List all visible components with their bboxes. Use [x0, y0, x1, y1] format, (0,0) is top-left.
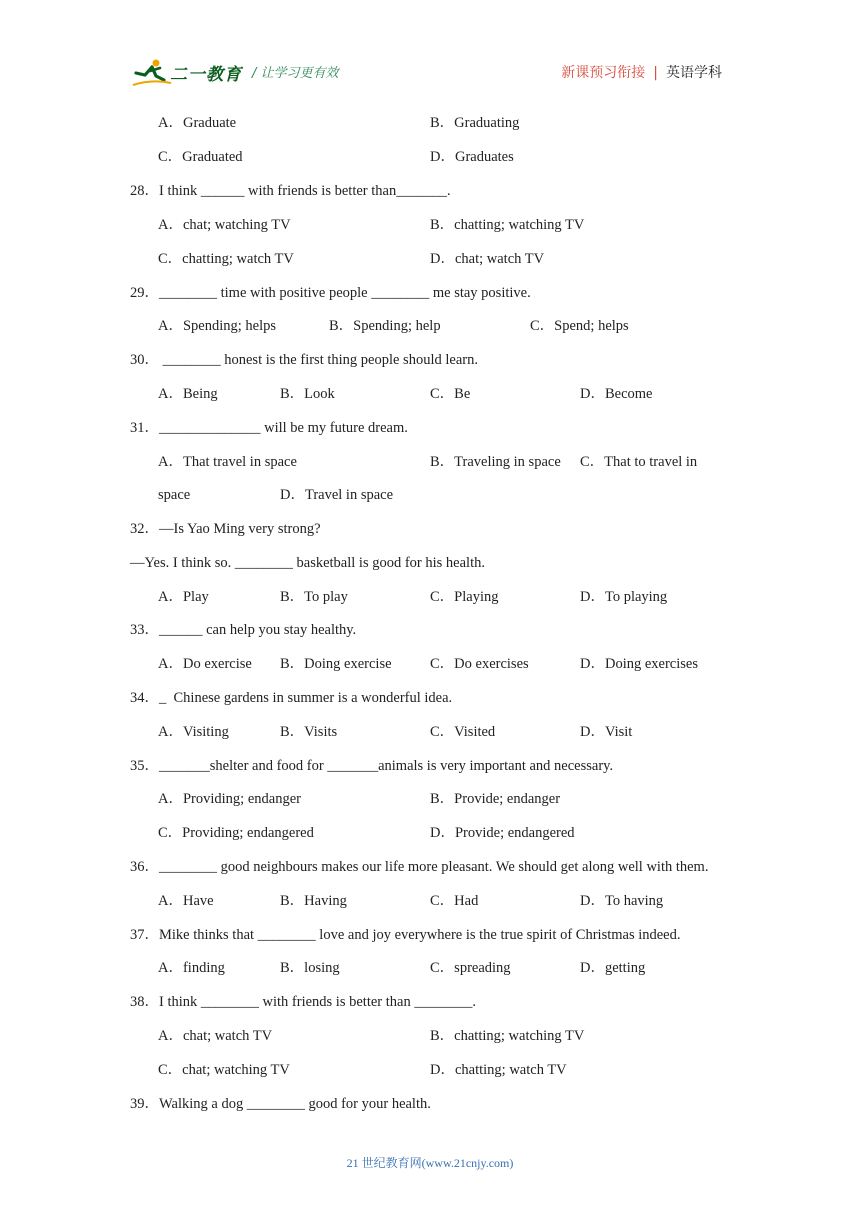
footer: 21 世纪教育网(www.21cnjy.com) [346, 1156, 514, 1170]
q28-stem: 28．I think ______ with friends is better than_______. [130, 183, 451, 199]
q35-option-d: D．Provide; endangered [430, 825, 575, 841]
q31-option-b: B．Traveling in space [430, 454, 561, 470]
q37-option-a: A．finding [158, 960, 225, 976]
q35-option-c: C．Providing; endangered [158, 825, 314, 841]
q32-option-d: D．To playing [580, 589, 668, 605]
q30-option-b: B．Look [280, 386, 335, 402]
q31-option-c-cont: space [158, 487, 191, 503]
q32-stem: 32．—Is Yao Ming very strong? [130, 521, 321, 537]
q34-option-b: B．Visits [280, 724, 338, 740]
q28-option-b: B．chatting; watching TV [430, 217, 585, 233]
q37-option-d: D．getting [580, 960, 646, 976]
q36-stem: 36．________ good neighbours makes our life more pleasant. We should get along well with them. [130, 859, 709, 875]
q30-option-d: D．Become [580, 386, 653, 402]
q38-option-b: B．chatting; watching TV [430, 1028, 585, 1044]
runner-icon [132, 58, 172, 88]
q33-option-d: D．Doing exercises [580, 656, 698, 672]
q27-option-d: D．Graduates [430, 149, 514, 165]
q35-option-b: B．Provide; endanger [430, 791, 561, 807]
q29-option-b: B．Spending; help [329, 318, 441, 334]
q37-option-c: C．spreading [430, 960, 511, 976]
q28-option-a: A．chat; watching TV [158, 217, 291, 233]
q39-stem: 39．Walking a dog ________ good for your health. [130, 1096, 431, 1112]
q29-stem: 29．________ time with positive people ________ me stay positive. [130, 285, 531, 301]
logo [132, 58, 244, 88]
q37-stem: 37．Mike thinks that ________ love and joy everywhere is the true spirit of Christmas indeed. [130, 927, 681, 943]
q38-stem: 38．I think ________ with friends is better than ________. [130, 994, 476, 1010]
q32-option-a: A．Play [158, 589, 209, 605]
slogan: / 让学习更有效 [252, 66, 339, 81]
q30-stem: 30． ________ honest is the first thing people should learn. [130, 352, 478, 368]
q31-option-c: C．That to travel in [580, 454, 698, 470]
q38-option-c: C．chat; watching TV [158, 1062, 290, 1078]
q33-option-c: C．Do exercises [430, 656, 529, 672]
q34-stem: 34．_ Chinese gardens in summer is a wonderful idea. [130, 690, 453, 706]
q27-option-a: A．Graduate [158, 115, 237, 131]
q28-option-c: C．chatting; watch TV [158, 251, 294, 267]
q35-stem: 35．_______shelter and food for _______animals is very important and necessary. [130, 758, 614, 774]
q27-option-b: B．Graduating [430, 115, 520, 131]
subject-label: 英语学科 [666, 65, 722, 81]
q30-option-a: A．Being [158, 386, 218, 402]
q33-option-a: A．Do exercise [158, 656, 252, 672]
q27-option-c: C．Graduated [158, 149, 243, 165]
q33-stem: 33．______ can help you stay healthy. [130, 622, 357, 638]
q32-option-c: C．Playing [430, 589, 499, 605]
q33-option-b: B．Doing exercise [280, 656, 392, 672]
q36-option-b: B．Having [280, 893, 347, 909]
q29-option-c: C．Spend; helps [530, 318, 629, 334]
q35-option-a: A．Providing; endanger [158, 791, 301, 807]
page-header [0, 0, 860, 100]
q38-option-d: D．chatting; watch TV [430, 1062, 567, 1078]
q37-option-b: B．losing [280, 960, 340, 976]
q32-option-b: B．To play [280, 589, 348, 605]
q31-option-d: D．Travel in space [280, 487, 394, 503]
q28-option-d: D．chat; watch TV [430, 251, 545, 267]
q34-option-a: A．Visiting [158, 724, 229, 740]
q36-option-d: D．To having [580, 893, 664, 909]
q29-option-a: A．Spending; helps [158, 318, 277, 334]
q31-option-a: A．That travel in space [158, 454, 297, 470]
logo-text: 二一教育 [170, 65, 242, 85]
course-label: 新课预习衔接 [561, 65, 646, 81]
q32-stem-2: —Yes. I think so. ________ basketball is good for his health. [130, 555, 485, 571]
header-right [561, 62, 722, 82]
q38-option-a: A．chat; watch TV [158, 1028, 273, 1044]
q34-option-c: C．Visited [430, 724, 496, 740]
q36-option-c: C．Had [430, 893, 479, 909]
q31-stem: 31．______________ will be my future dream. [130, 420, 408, 436]
header-separator: | [653, 65, 658, 81]
q36-option-a: A．Have [158, 893, 214, 909]
q34-option-d: D．Visit [580, 724, 633, 740]
q30-option-c: C．Be [430, 386, 471, 402]
